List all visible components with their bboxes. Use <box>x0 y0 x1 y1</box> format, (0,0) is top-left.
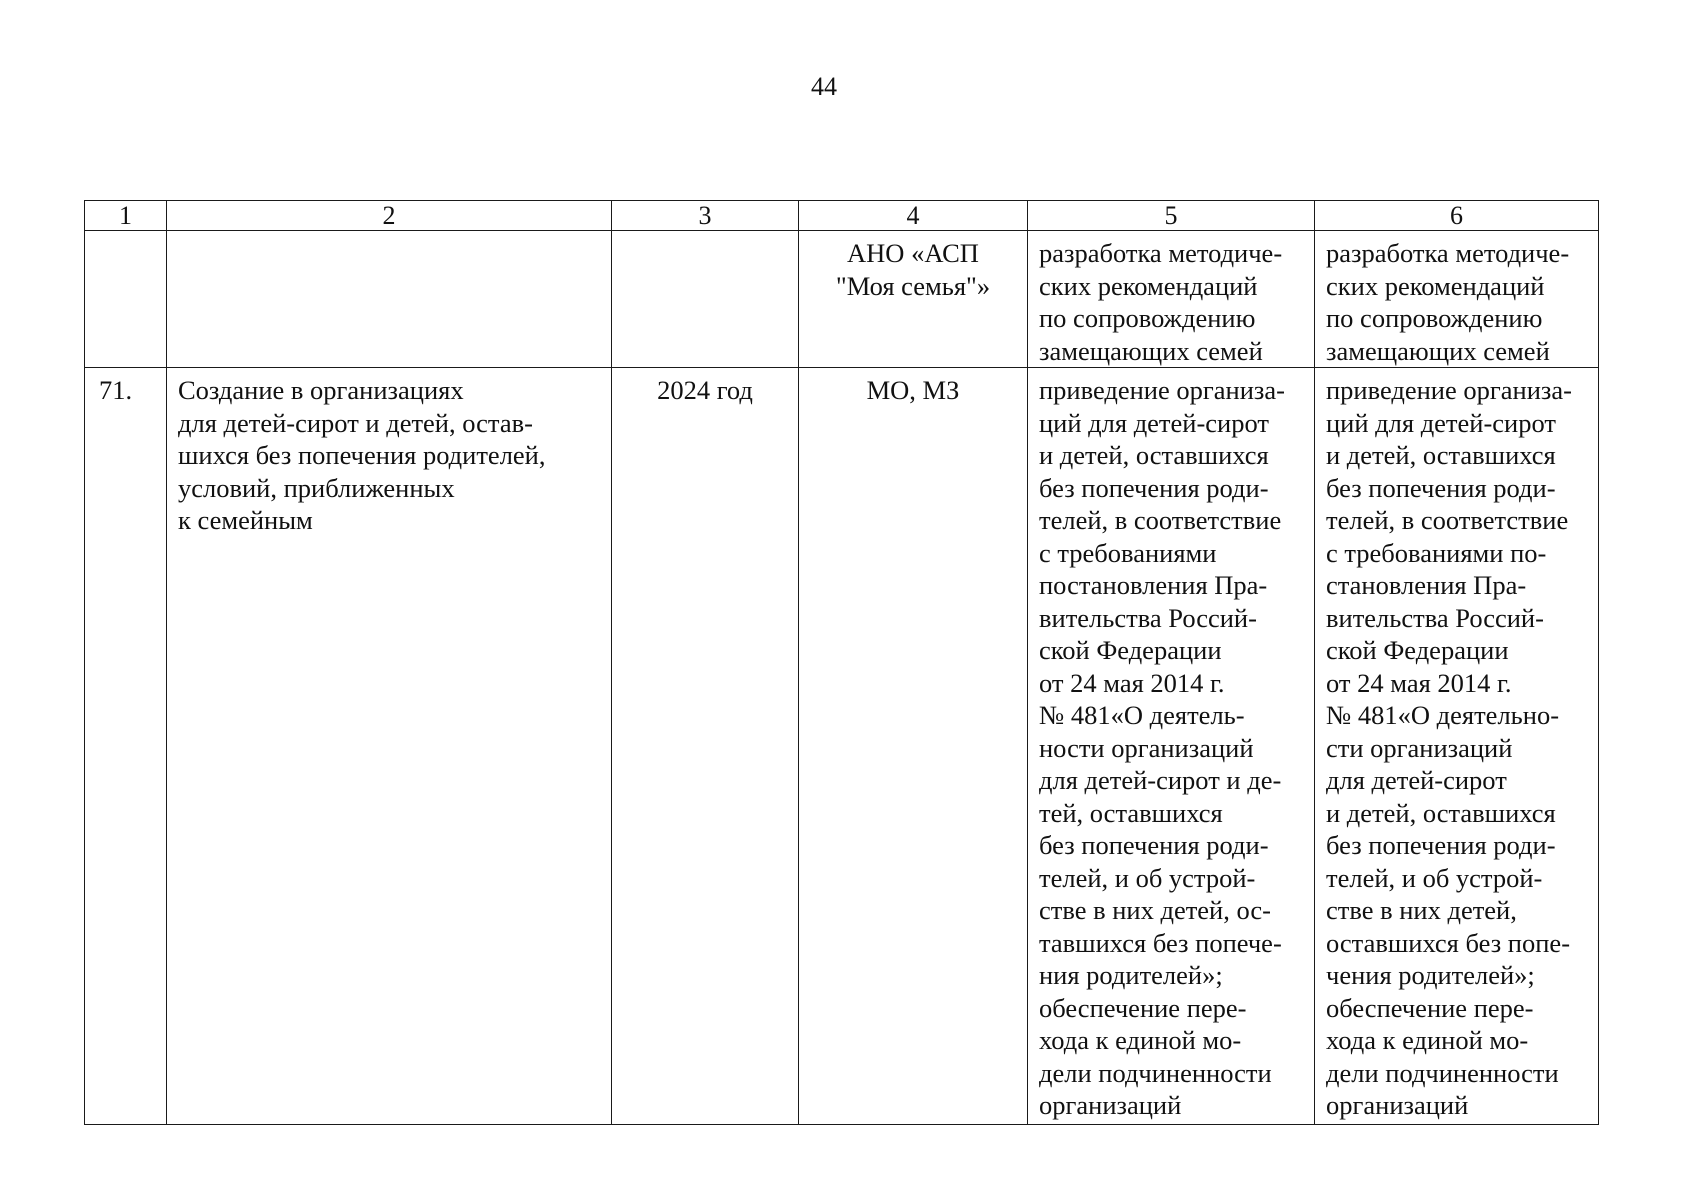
column-header: 3 <box>612 201 799 231</box>
result-cell <box>1028 368 1315 1125</box>
cell-text-line: стве в них детей, ос- <box>1039 895 1271 925</box>
measure-name-cell <box>167 368 612 1125</box>
cell-text-line: от 24 мая 2014 г. <box>1326 667 1512 698</box>
cell-text-line: телей, в соответствие <box>1326 505 1569 535</box>
column-header: 4 <box>799 201 1028 231</box>
cell-text-line: и детей, оставшихся <box>1039 440 1269 470</box>
cell-text-line: МО, МЗ <box>866 375 960 405</box>
table-row <box>85 368 1599 1125</box>
cell-text-line: замещающих семей <box>1326 335 1550 366</box>
measures-table <box>84 200 1599 1125</box>
cell-text-line: без попечения роди- <box>1039 830 1269 860</box>
cell-text-line: "Моя семья"» <box>835 270 991 301</box>
cell-text-line: ций для детей-сирот <box>1326 407 1556 438</box>
cell-text-line: обеспечение пере- <box>1326 992 1534 1023</box>
deadline-cell: 2024 год <box>612 368 799 1125</box>
cell-text-line: ских рекомендаций <box>1039 270 1258 301</box>
cell-text-line: постановления Пра- <box>1039 570 1268 600</box>
column-header: 1 <box>85 201 167 231</box>
cell-text-line: без попечения роди- <box>1326 472 1556 503</box>
cell-text-line: замещающих семей <box>1039 335 1263 366</box>
cell-text-line: разработка методиче- <box>1039 238 1283 268</box>
cell-text-line: и детей, оставшихся <box>1326 440 1556 470</box>
cell-text-line: становления Пра- <box>1326 570 1527 600</box>
cell-text-line: для детей-сирот и де- <box>1039 765 1282 795</box>
cell-text-line: от 24 мая 2014 г. <box>1039 667 1225 698</box>
indicator-cell <box>1315 368 1599 1125</box>
cell-text-line: ций для детей-сирот <box>1039 407 1269 438</box>
cell-text-line: № 481«О деятель- <box>1039 700 1245 730</box>
cell-text-line: телей, и об устрой- <box>1326 862 1543 893</box>
cell-text-line: по сопровождению <box>1326 303 1543 333</box>
cell-text-line: приведение организа- <box>1039 375 1285 405</box>
column-header: 5 <box>1028 201 1315 231</box>
table-row <box>85 231 1599 368</box>
result-cell <box>1028 231 1315 368</box>
cell-text-line: с требованиями <box>1039 537 1217 568</box>
cell-text-line: ских рекомендаций <box>1326 270 1545 301</box>
cell-text-line: к семейным <box>178 505 313 535</box>
cell-text-line: организаций <box>1039 1090 1182 1120</box>
cell-text-line: телей, в соответствие <box>1039 505 1282 535</box>
indicator-cell <box>1315 231 1599 368</box>
cell-text-line: вительства Россий- <box>1326 602 1544 633</box>
cell-text-line: для детей-сирот <box>1326 765 1507 795</box>
cell-text-line: оставшихся без попе- <box>1326 927 1571 958</box>
responsible-cell <box>799 368 1028 1125</box>
cell-text-line: для детей-сирот и детей, остав- <box>178 407 533 438</box>
cell-text-line: без попечения роди- <box>1039 472 1269 503</box>
cell-text-line: ской Федерации <box>1039 635 1222 665</box>
cell-text-line: ности организаций <box>1039 732 1254 763</box>
cell-text-line: чения родителей»; <box>1326 960 1535 990</box>
cell-text-line: сти организаций <box>1326 732 1513 763</box>
cell-text-line: без попечения роди- <box>1326 830 1556 860</box>
cell-text-line: телей, и об устрой- <box>1039 862 1256 893</box>
cell-text-line: ния родителей»; <box>1039 960 1223 990</box>
row-number-cell: 71. <box>85 368 167 1125</box>
cell-text-line: организаций <box>1326 1090 1469 1120</box>
column-header: 6 <box>1315 201 1599 231</box>
table-header-row <box>85 201 1599 231</box>
cell-text-line: дели подчиненности <box>1039 1057 1272 1088</box>
cell-text-line: по сопровождению <box>1039 303 1256 333</box>
cell-text-line: вительства Россий- <box>1039 602 1257 633</box>
deadline-cell <box>612 231 799 368</box>
row-number-cell <box>85 231 167 368</box>
measure-name-cell <box>167 231 612 368</box>
cell-text-line: дели подчиненности <box>1326 1057 1559 1088</box>
cell-text-line: хода к единой мо- <box>1326 1025 1529 1055</box>
cell-text-line: и детей, оставшихся <box>1326 797 1556 828</box>
cell-text-line: тей, оставшихся <box>1039 797 1223 828</box>
cell-text-line: АНО «АСП <box>847 238 979 268</box>
cell-text-line: хода к единой мо- <box>1039 1025 1242 1055</box>
cell-text-line: № 481«О деятельно- <box>1326 700 1560 730</box>
cell-text-line: ской Федерации <box>1326 635 1509 665</box>
responsible-cell <box>799 231 1028 368</box>
page-number: 44 <box>811 72 837 101</box>
column-header: 2 <box>167 201 612 231</box>
cell-text-line: тавшихся без попече- <box>1039 927 1282 958</box>
cell-text-line: шихся без попечения родителей, <box>178 440 546 470</box>
cell-text-line: условий, приближенных <box>178 472 455 503</box>
cell-text-line: обеспечение пере- <box>1039 992 1247 1023</box>
cell-text-line: с требованиями по- <box>1326 537 1547 568</box>
cell-text-line: приведение организа- <box>1326 375 1572 405</box>
cell-text-line: разработка методиче- <box>1326 238 1570 268</box>
cell-text-line: Создание в организациях <box>178 375 464 405</box>
cell-text-line: стве в них детей, <box>1326 895 1517 925</box>
